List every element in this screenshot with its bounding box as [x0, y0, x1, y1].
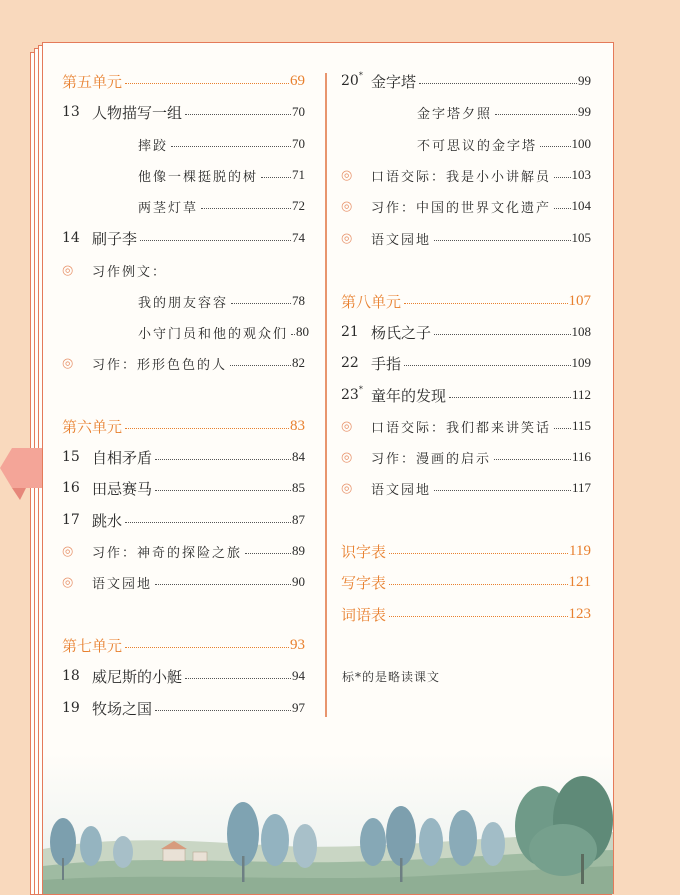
- page-number: 100: [571, 136, 591, 151]
- dot-leader: [125, 428, 289, 429]
- toc-entry[interactable]: [341, 133, 591, 155]
- page-number: 112: [571, 387, 591, 402]
- dot-leader: [245, 553, 291, 554]
- entry-title: 习作例文：: [92, 264, 168, 280]
- dot-leader: [434, 490, 571, 491]
- page-number: 107: [568, 292, 591, 309]
- entry-title: 第八单元: [341, 292, 402, 311]
- lesson-number: 18: [62, 668, 80, 684]
- dot-leader: [495, 114, 577, 115]
- dot-leader: [554, 177, 570, 178]
- page-number: 115: [571, 418, 591, 433]
- dot-leader: [434, 240, 570, 241]
- entry-title: 跳水: [92, 511, 123, 530]
- dot-leader: [404, 303, 567, 304]
- toc-entry[interactable]: [62, 509, 305, 531]
- page-number: 82: [292, 355, 305, 370]
- entry-title: 语文园地: [371, 482, 432, 498]
- bookmark-ribbon: [0, 448, 44, 500]
- toc-unit-heading[interactable]: [341, 540, 591, 562]
- lesson-number: 19: [62, 700, 80, 716]
- toc-entry[interactable]: [62, 446, 305, 468]
- toc-entry[interactable]: [62, 164, 305, 186]
- entry-title: 第七单元: [62, 636, 123, 655]
- page-number: 116: [571, 449, 591, 464]
- toc-page: [42, 42, 614, 894]
- lesson-number: 15: [62, 449, 80, 465]
- circle-mark-icon: ◎: [341, 230, 353, 246]
- entry-title: 我的朋友容容: [138, 295, 229, 311]
- circle-mark-icon: ◎: [62, 543, 74, 559]
- skim-star-mark: *: [358, 385, 363, 394]
- skim-reading-note: 标*的是略读课文: [342, 670, 441, 684]
- page-number: 105: [571, 230, 591, 245]
- page-number: 74: [292, 230, 305, 245]
- lesson-number: 14: [62, 230, 80, 246]
- toc-entry[interactable]: [62, 290, 305, 312]
- lesson-number: 22: [341, 355, 359, 371]
- page-number: 121: [568, 573, 591, 590]
- dot-leader: [540, 146, 570, 147]
- page-number: 109: [571, 355, 591, 370]
- page-number: 72: [292, 198, 305, 213]
- entry-title: 词语表: [341, 605, 387, 624]
- circle-mark-icon: ◎: [62, 574, 74, 590]
- entry-title: 人物描写一组: [92, 103, 183, 122]
- page-number: 80: [296, 324, 310, 339]
- page-number: 94: [292, 668, 305, 683]
- page-number: 103: [571, 167, 591, 182]
- entry-title: 识字表: [341, 542, 387, 561]
- entry-title: 杨氏之子: [371, 323, 432, 342]
- entry-title: 不可思议的金字塔: [417, 138, 538, 154]
- toc-unit-heading[interactable]: [62, 70, 305, 92]
- entry-title: 语文园地: [371, 232, 432, 248]
- toc-entry[interactable]: [62, 195, 305, 217]
- circle-mark-icon: ◎: [341, 167, 353, 183]
- entry-title: 金字塔: [371, 72, 417, 91]
- page-number: 83: [290, 417, 305, 434]
- entry-title: 习作：神奇的探险之旅: [92, 545, 243, 561]
- entry-title: 刷子李: [92, 229, 138, 248]
- entry-title: 第六单元: [62, 417, 123, 436]
- entry-title: 金字塔夕照: [417, 106, 493, 122]
- toc-entry[interactable]: [62, 477, 305, 499]
- circle-mark-icon: ◎: [341, 198, 353, 214]
- entry-title: 他像一棵挺脱的树: [138, 169, 259, 185]
- page-number: 85: [292, 480, 305, 495]
- page-number: 70: [292, 104, 305, 119]
- toc-entry[interactable]: [62, 227, 305, 249]
- dot-leader: [291, 334, 295, 335]
- dot-leader: [125, 83, 289, 84]
- entry-title: 习作：形形色色的人: [92, 357, 228, 373]
- dot-leader: [554, 428, 571, 429]
- page-number: 99: [578, 73, 591, 88]
- page-number: 69: [290, 72, 305, 89]
- toc-unit-heading[interactable]: [62, 634, 305, 656]
- dot-leader: [419, 83, 577, 84]
- dot-leader: [449, 397, 571, 398]
- toc-entry[interactable]: [62, 540, 305, 562]
- page-number: 90: [292, 574, 305, 589]
- dot-leader: [185, 678, 291, 679]
- dot-leader: [230, 365, 291, 366]
- dot-leader: [494, 459, 571, 460]
- toc-unit-heading[interactable]: [341, 290, 591, 312]
- toc-entry[interactable]: [341, 384, 591, 406]
- page-number: 97: [292, 700, 305, 715]
- toc-entry[interactable]: [341, 101, 591, 123]
- entry-title: 第五单元: [62, 72, 123, 91]
- dot-leader: [554, 208, 570, 209]
- page-number: 99: [578, 104, 591, 119]
- toc-entry[interactable]: [341, 446, 591, 468]
- dot-leader: [125, 522, 291, 523]
- page-number: 123: [568, 605, 591, 622]
- toc-unit-heading[interactable]: [341, 603, 591, 625]
- page-number: 119: [569, 542, 591, 559]
- toc-entry[interactable]: [62, 571, 305, 593]
- dot-leader: [389, 553, 568, 554]
- toc-unit-heading[interactable]: [341, 571, 591, 593]
- entry-title: 手指: [371, 354, 402, 373]
- entry-title: 习作：中国的世界文化遗产: [371, 200, 552, 216]
- page-number: 84: [292, 449, 305, 464]
- toc-entry[interactable]: [62, 697, 305, 719]
- page-number: 71: [292, 167, 305, 182]
- dot-leader: [155, 584, 291, 585]
- entry-title: 习作：漫画的启示: [371, 451, 492, 467]
- dot-leader: [261, 177, 291, 178]
- entry-title: 牧场之国: [92, 699, 153, 718]
- toc-entry[interactable]: [62, 259, 305, 281]
- dot-leader: [389, 616, 567, 617]
- toc-entry[interactable]: [341, 164, 591, 186]
- page-number: 108: [571, 324, 591, 339]
- dot-leader: [125, 647, 289, 648]
- dot-leader: [404, 365, 570, 366]
- entry-title: 田忌赛马: [92, 479, 153, 498]
- dot-leader: [155, 490, 291, 491]
- toc-unit-heading[interactable]: [62, 415, 305, 437]
- toc-entry[interactable]: [62, 352, 305, 374]
- toc-entry[interactable]: [341, 70, 591, 92]
- entry-title: 写字表: [341, 573, 387, 592]
- entry-title: 口语交际：我是小小讲解员: [371, 169, 552, 185]
- toc-entry[interactable]: [341, 227, 591, 249]
- entry-title: 语文园地: [92, 576, 153, 592]
- circle-mark-icon: ◎: [62, 355, 74, 371]
- lesson-number: 21: [341, 324, 359, 340]
- page-number: 87: [292, 512, 305, 527]
- dot-leader: [171, 146, 291, 147]
- entry-title: 两茎灯草: [138, 200, 199, 216]
- circle-mark-icon: ◎: [341, 418, 353, 434]
- lesson-number: 17: [62, 512, 80, 528]
- toc-entry[interactable]: [62, 665, 305, 687]
- toc-entry[interactable]: [62, 101, 305, 123]
- lesson-number: 20*: [341, 71, 363, 89]
- entry-title: 小守门员和他的观众们: [138, 326, 289, 342]
- page-number: 78: [292, 293, 305, 308]
- toc-entry[interactable]: [62, 321, 310, 343]
- dot-leader: [155, 710, 291, 711]
- dot-leader: [389, 584, 567, 585]
- circle-mark-icon: ◎: [341, 449, 353, 465]
- toc-entry[interactable]: [341, 195, 591, 217]
- skim-star-mark: *: [358, 71, 363, 80]
- page-number: 93: [290, 636, 305, 653]
- dot-leader: [155, 459, 291, 460]
- lesson-number: 23*: [341, 385, 363, 403]
- page-number: 89: [292, 543, 305, 558]
- entry-title: 自相矛盾: [92, 448, 153, 467]
- page-number: 104: [571, 198, 591, 213]
- entry-title: 威尼斯的小艇: [92, 667, 183, 686]
- dot-leader: [231, 303, 291, 304]
- dot-leader: [185, 114, 291, 115]
- dot-leader: [140, 240, 291, 241]
- toc-entry[interactable]: [341, 352, 591, 374]
- page-number: 70: [292, 136, 305, 151]
- toc-entry[interactable]: [341, 477, 591, 499]
- lesson-number: 13: [62, 104, 80, 120]
- circle-mark-icon: ◎: [341, 480, 353, 496]
- toc-entry[interactable]: [341, 415, 591, 437]
- column-divider: [325, 73, 327, 717]
- dot-leader: [201, 208, 291, 209]
- entry-title: 口语交际：我们都来讲笑话: [371, 420, 552, 436]
- dot-leader: [434, 334, 570, 335]
- circle-mark-icon: ◎: [62, 262, 74, 278]
- toc-entry[interactable]: [62, 133, 305, 155]
- entry-title: 摔跤: [138, 138, 169, 154]
- landscape-illustration: [43, 754, 613, 894]
- page-number: 117: [571, 480, 591, 495]
- toc-entry[interactable]: [341, 321, 591, 343]
- lesson-number: 16: [62, 480, 80, 496]
- entry-title: 童年的发现: [371, 386, 447, 405]
